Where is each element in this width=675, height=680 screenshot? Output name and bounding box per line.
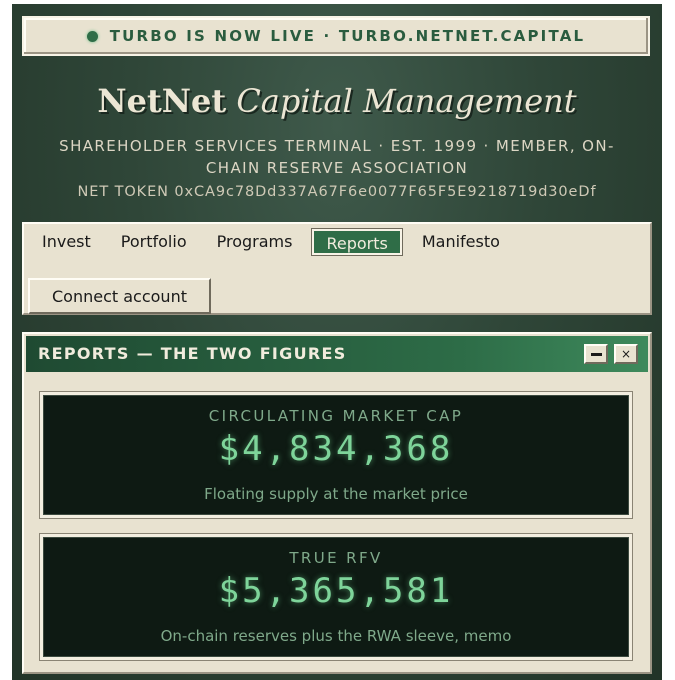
window-titlebar[interactable]	[26, 336, 648, 372]
nav-tabs	[32, 229, 520, 255]
token-address: NET TOKEN 0xCA9c78Dd337A67F6e0077F65F5E9218719d30eDf	[77, 184, 597, 200]
close-button[interactable]	[614, 344, 638, 364]
minimize-icon	[591, 353, 602, 356]
true-rfv-label: TRUE RFV	[289, 549, 383, 567]
market-cap-panel	[40, 392, 632, 518]
tab-programs[interactable]: Programs	[216, 232, 293, 251]
market-cap-label: CIRCULATING MARKET CAP	[208, 407, 464, 425]
brand-subtitle: Capital Management	[236, 82, 577, 120]
connect-account-button[interactable]: Connect account	[28, 278, 211, 314]
tab-manifesto[interactable]: Manifesto	[421, 232, 500, 251]
banner-text: TURBO IS NOW LIVE · TURBO.NETNET.CAPITAL	[109, 27, 586, 45]
nav-bar	[22, 222, 652, 315]
tab-portfolio[interactable]: Portfolio	[120, 232, 187, 251]
minimize-button[interactable]	[584, 344, 608, 364]
true-rfv-panel	[40, 534, 632, 660]
reports-window	[22, 332, 652, 674]
close-icon: ×	[620, 347, 632, 361]
page-title	[12, 82, 662, 120]
announcement-banner[interactable]	[22, 16, 650, 56]
terminal-frame	[12, 4, 662, 680]
brand-name: NetNet	[97, 82, 227, 120]
tab-invest[interactable]: Invest	[42, 232, 91, 251]
true-rfv-value: $5,365,581	[218, 571, 454, 611]
market-cap-note: Floating supply at the market price	[204, 485, 468, 503]
tab-reports[interactable]: Reports	[312, 229, 401, 255]
window-title: REPORTS — THE TWO FIGURES	[38, 344, 347, 363]
true-rfv-note: On-chain reserves plus the RWA sleeve, memo	[160, 627, 512, 645]
tagline: SHAREHOLDER SERVICES TERMINAL · EST. 1999 · MEMBER, ON-CHAIN RESERVE ASSOCIATION	[59, 137, 615, 177]
market-cap-value: $4,834,368	[218, 429, 454, 469]
live-dot-icon	[87, 31, 98, 42]
